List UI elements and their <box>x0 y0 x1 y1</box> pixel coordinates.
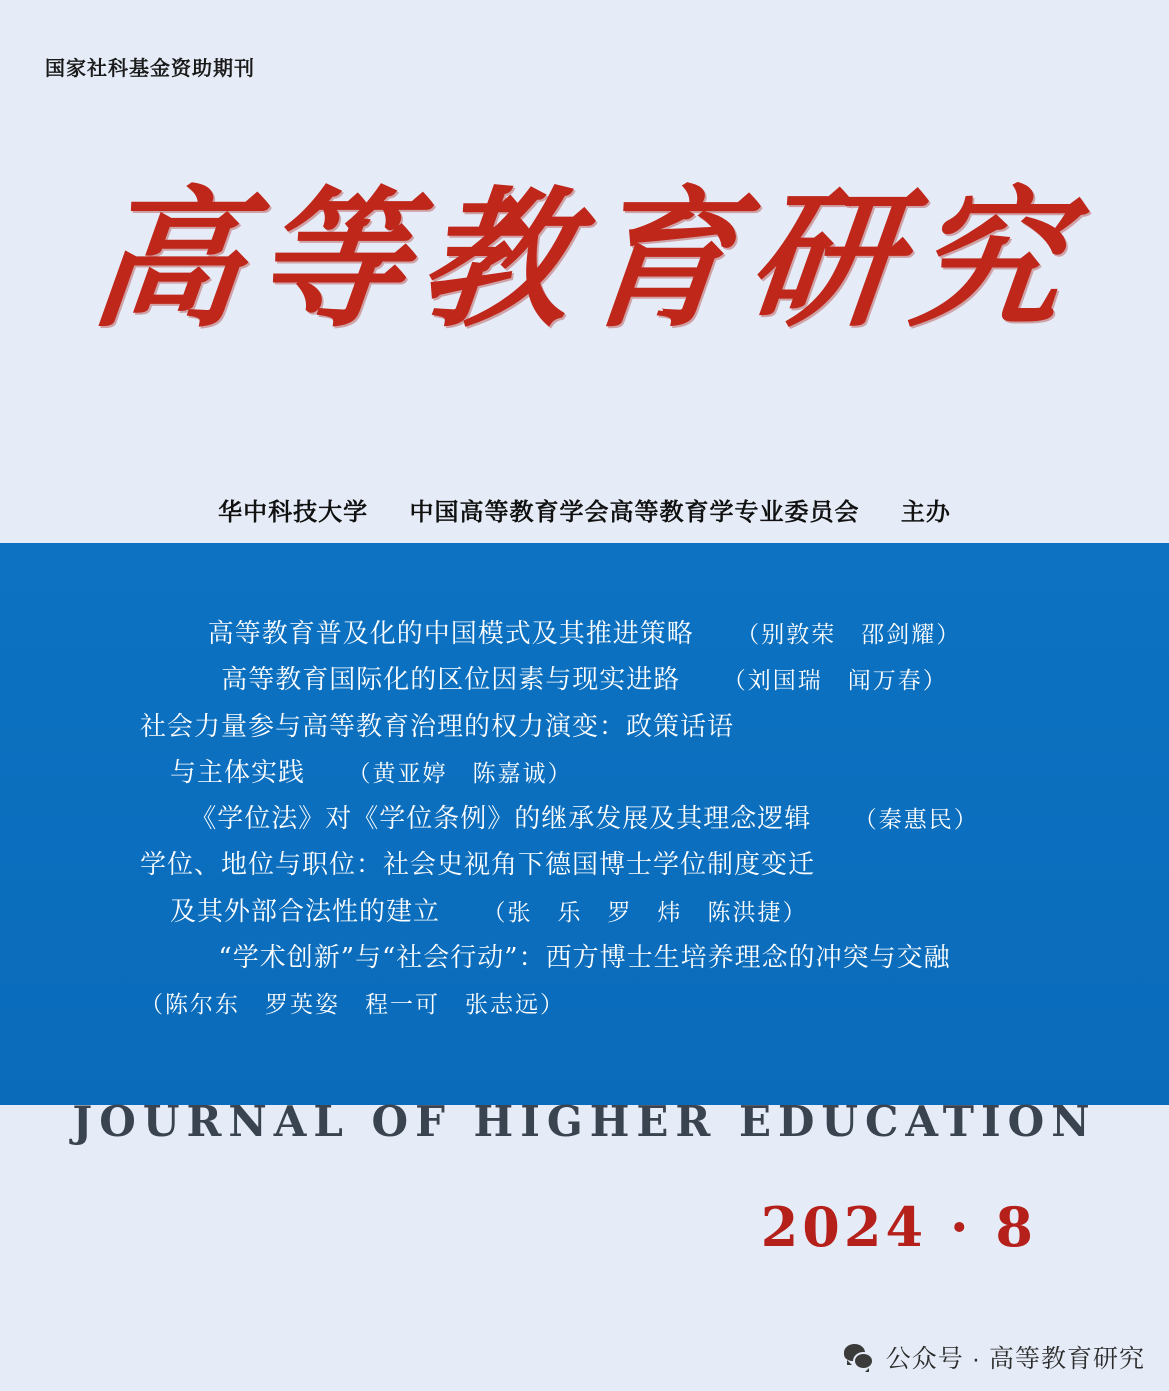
toc-entry <box>0 611 1169 657</box>
toc-entry <box>0 796 1169 842</box>
toc-title: “学术创新”与“社会行动”：西方博士生培养理念的冲突与交融 <box>218 942 951 973</box>
toc-authors: （黄亚婷 陈嘉诚） <box>347 760 573 787</box>
wechat-label: 公众号 · 高等教育研究 <box>885 1345 1145 1373</box>
sponsor-role: 主办 <box>900 499 951 526</box>
sponsor-university: 华中科技大学 <box>218 499 369 526</box>
toc-authors: （秦惠民） <box>853 807 979 834</box>
issue-number: 2024 · 8 <box>760 1195 1037 1259</box>
toc-entry <box>0 704 1169 750</box>
toc-title: 与主体实践 <box>170 757 306 788</box>
toc-title: 《学位法》对《学位条例》的继承发展及其理念逻辑 <box>190 804 812 835</box>
toc-title: 高等教育普及化的中国模式及其推进策略 <box>207 619 694 649</box>
masthead-title: 高等教育研究 <box>83 172 1086 348</box>
table-of-contents <box>0 611 1169 1027</box>
toc-authors: （陈尔东 罗英姿 程一可 张志远） <box>140 992 565 1019</box>
toc-entry <box>0 657 1169 703</box>
wechat-icon <box>844 1344 874 1370</box>
sponsor-line <box>0 492 1169 527</box>
toc-title: 学位、地位与职位：社会史视角下德国博士学位制度变迁 <box>140 850 816 881</box>
toc-entry <box>0 935 1169 981</box>
toc-title: 高等教育国际化的区位因素与现实进路 <box>221 665 681 696</box>
english-title: JOURNAL OF HIGHER EDUCATION <box>72 1097 1097 1146</box>
contents-band <box>0 543 1169 1105</box>
toc-title: 社会力量参与高等教育治理的权力演变：政策话语 <box>140 711 735 742</box>
wechat-footer <box>844 1339 1145 1375</box>
toc-entry <box>0 889 1169 935</box>
toc-entry <box>0 842 1169 888</box>
toc-entry <box>0 981 1169 1027</box>
toc-entry <box>0 750 1169 796</box>
toc-authors: （张 乐 罗 炜 陈洪捷） <box>482 899 808 926</box>
sponsor-society: 中国高等教育学会高等教育学专业委员会 <box>409 499 860 526</box>
toc-title: 及其外部合法性的建立 <box>170 896 441 927</box>
fund-note: 国家社科基金资助期刊 <box>45 58 255 80</box>
toc-authors: （别敦荣 邵剑耀） <box>736 622 962 648</box>
toc-authors: （刘国瑞 闻万春） <box>722 668 948 695</box>
